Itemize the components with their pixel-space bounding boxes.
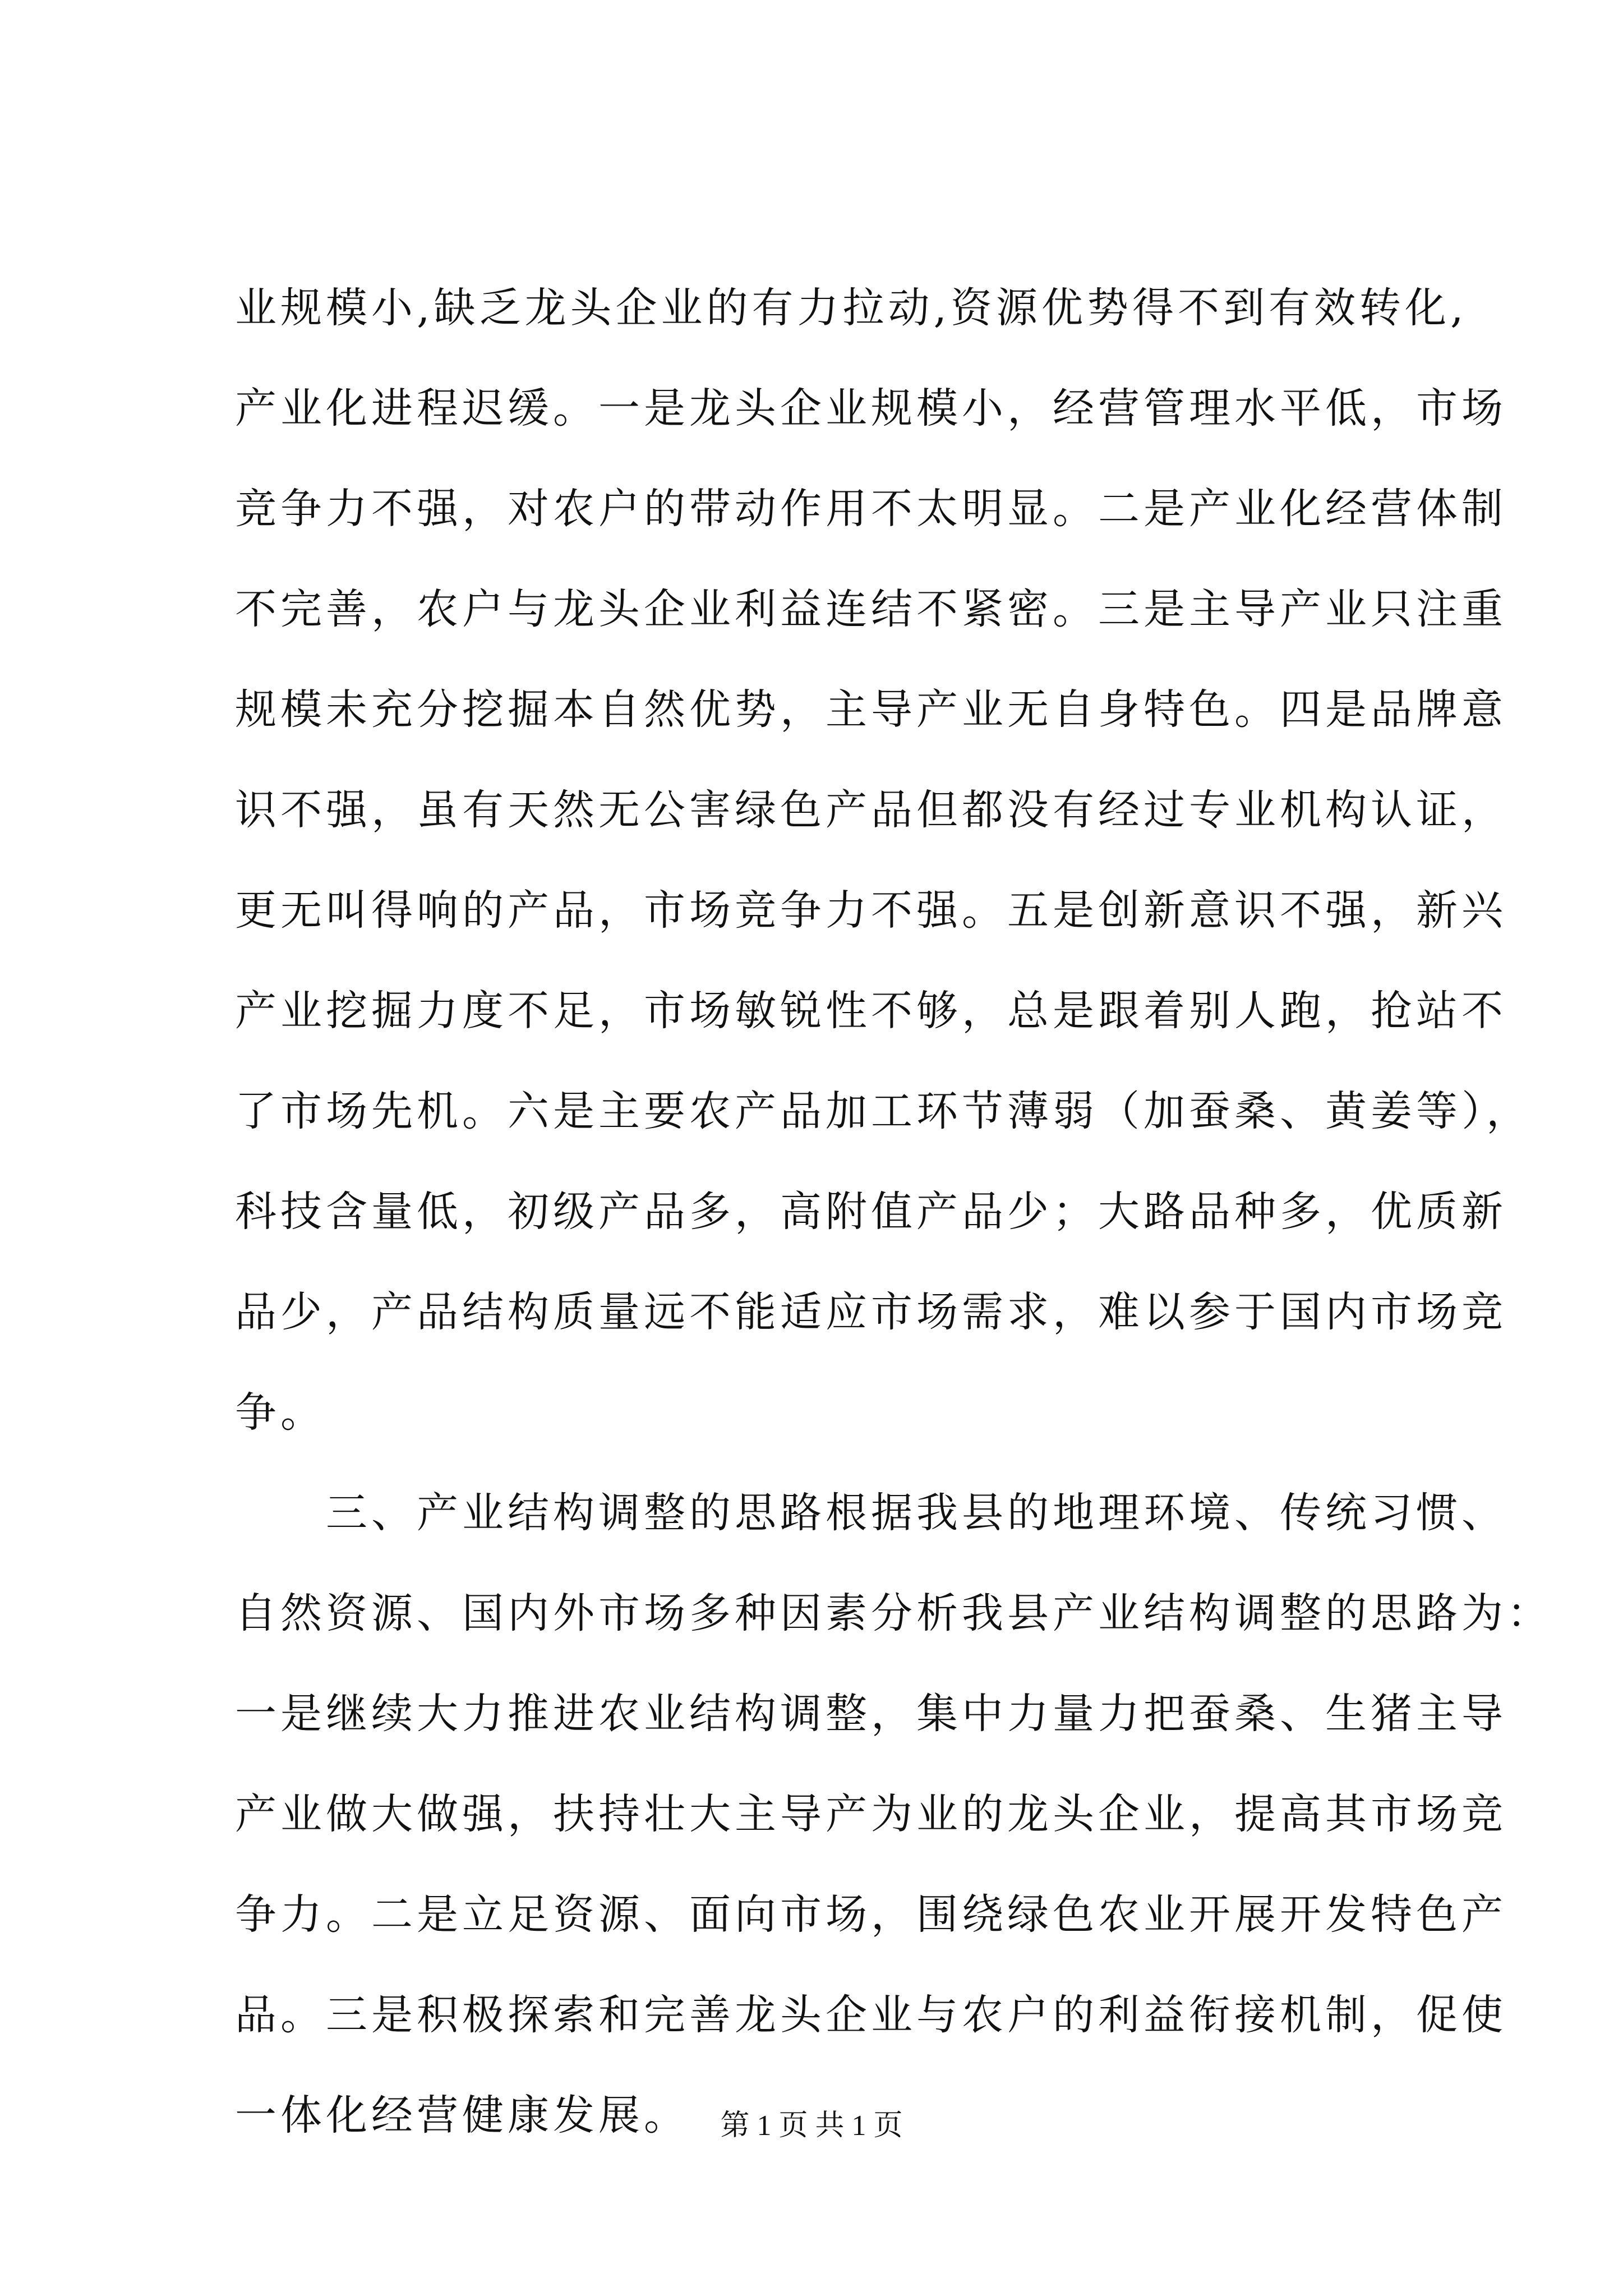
paragraph-1-line-8: 产业挖掘力度不足，市场敏锐性不够，总是跟着别人跑，抢站不 (235, 987, 1507, 1035)
page-footer: 第 1 页 共 1 页 (720, 2110, 903, 2142)
paragraph-1-line-1: 业规模小,缺乏龙头企业的有力拉动,资源优势得不到有效转化, (235, 284, 1468, 332)
paragraph-2-line-6: 品。三是积极探索和完善龙头企业与农户的利益衔接机制，促使 (235, 1991, 1507, 2039)
paragraph-1-line-9: 了市场先机。六是主要农产品加工环节薄弱（加蚕桑、黄姜等）， (235, 1087, 1532, 1135)
paragraph-1-line-7: 更无叫得响的产品，市场竞争力不强。五是创新意识不强，新兴 (235, 886, 1507, 935)
paragraph-2-line-2: 自然资源、国内外市场多种因素分析我县产业结构调整的思路为： (235, 1589, 1552, 1637)
paragraph-1-line-4: 不完善，农户与龙头企业利益连结不紧密。三是主导产业只注重 (235, 585, 1507, 633)
paragraph-1-line-12: 争。 (235, 1388, 326, 1437)
paragraph-1-line-11: 品少，产品结构质量远不能适应市场需求，难以参于国内市场竞 (235, 1288, 1507, 1336)
paragraph-2-line-1: 三、产业结构调整的思路根据我县的地理环境、传统习惯、 (326, 1489, 1507, 1537)
paragraph-2-line-4: 产业做大做强，扶持壮大主导产为业的龙头企业，提高其市场竞 (235, 1790, 1507, 1838)
paragraph-2-line-5: 争力。二是立足资源、面向市场，围绕绿色农业开展开发特色产 (235, 1890, 1507, 1939)
document-body (235, 258, 1552, 2166)
paragraph-1-line-10: 科技含量低，初级产品多，高附值产品少；大路品种多，优质新 (235, 1188, 1507, 1236)
paragraph-1-line-2: 产业化进程迟缓。一是龙头企业规模小，经营管理水平低，市场 (235, 384, 1507, 432)
paragraph-1-line-5: 规模未充分挖掘本自然优势，主导产业无自身特色。四是品牌意 (235, 685, 1507, 734)
paragraph-2-line-3: 一是继续大力推进农业结构调整，集中力量力把蚕桑、生猪主导 (235, 1690, 1507, 1738)
paragraph-2-line-7: 一体化经营健康发展。 (235, 2091, 689, 2139)
paragraph-1-line-6: 识不强，虽有天然无公害绿色产品但都没有经过专业机构认证， (235, 786, 1507, 834)
paragraph-1-line-3: 竞争力不强，对农户的带动作用不太明显。二是产业化经营体制 (235, 485, 1507, 533)
